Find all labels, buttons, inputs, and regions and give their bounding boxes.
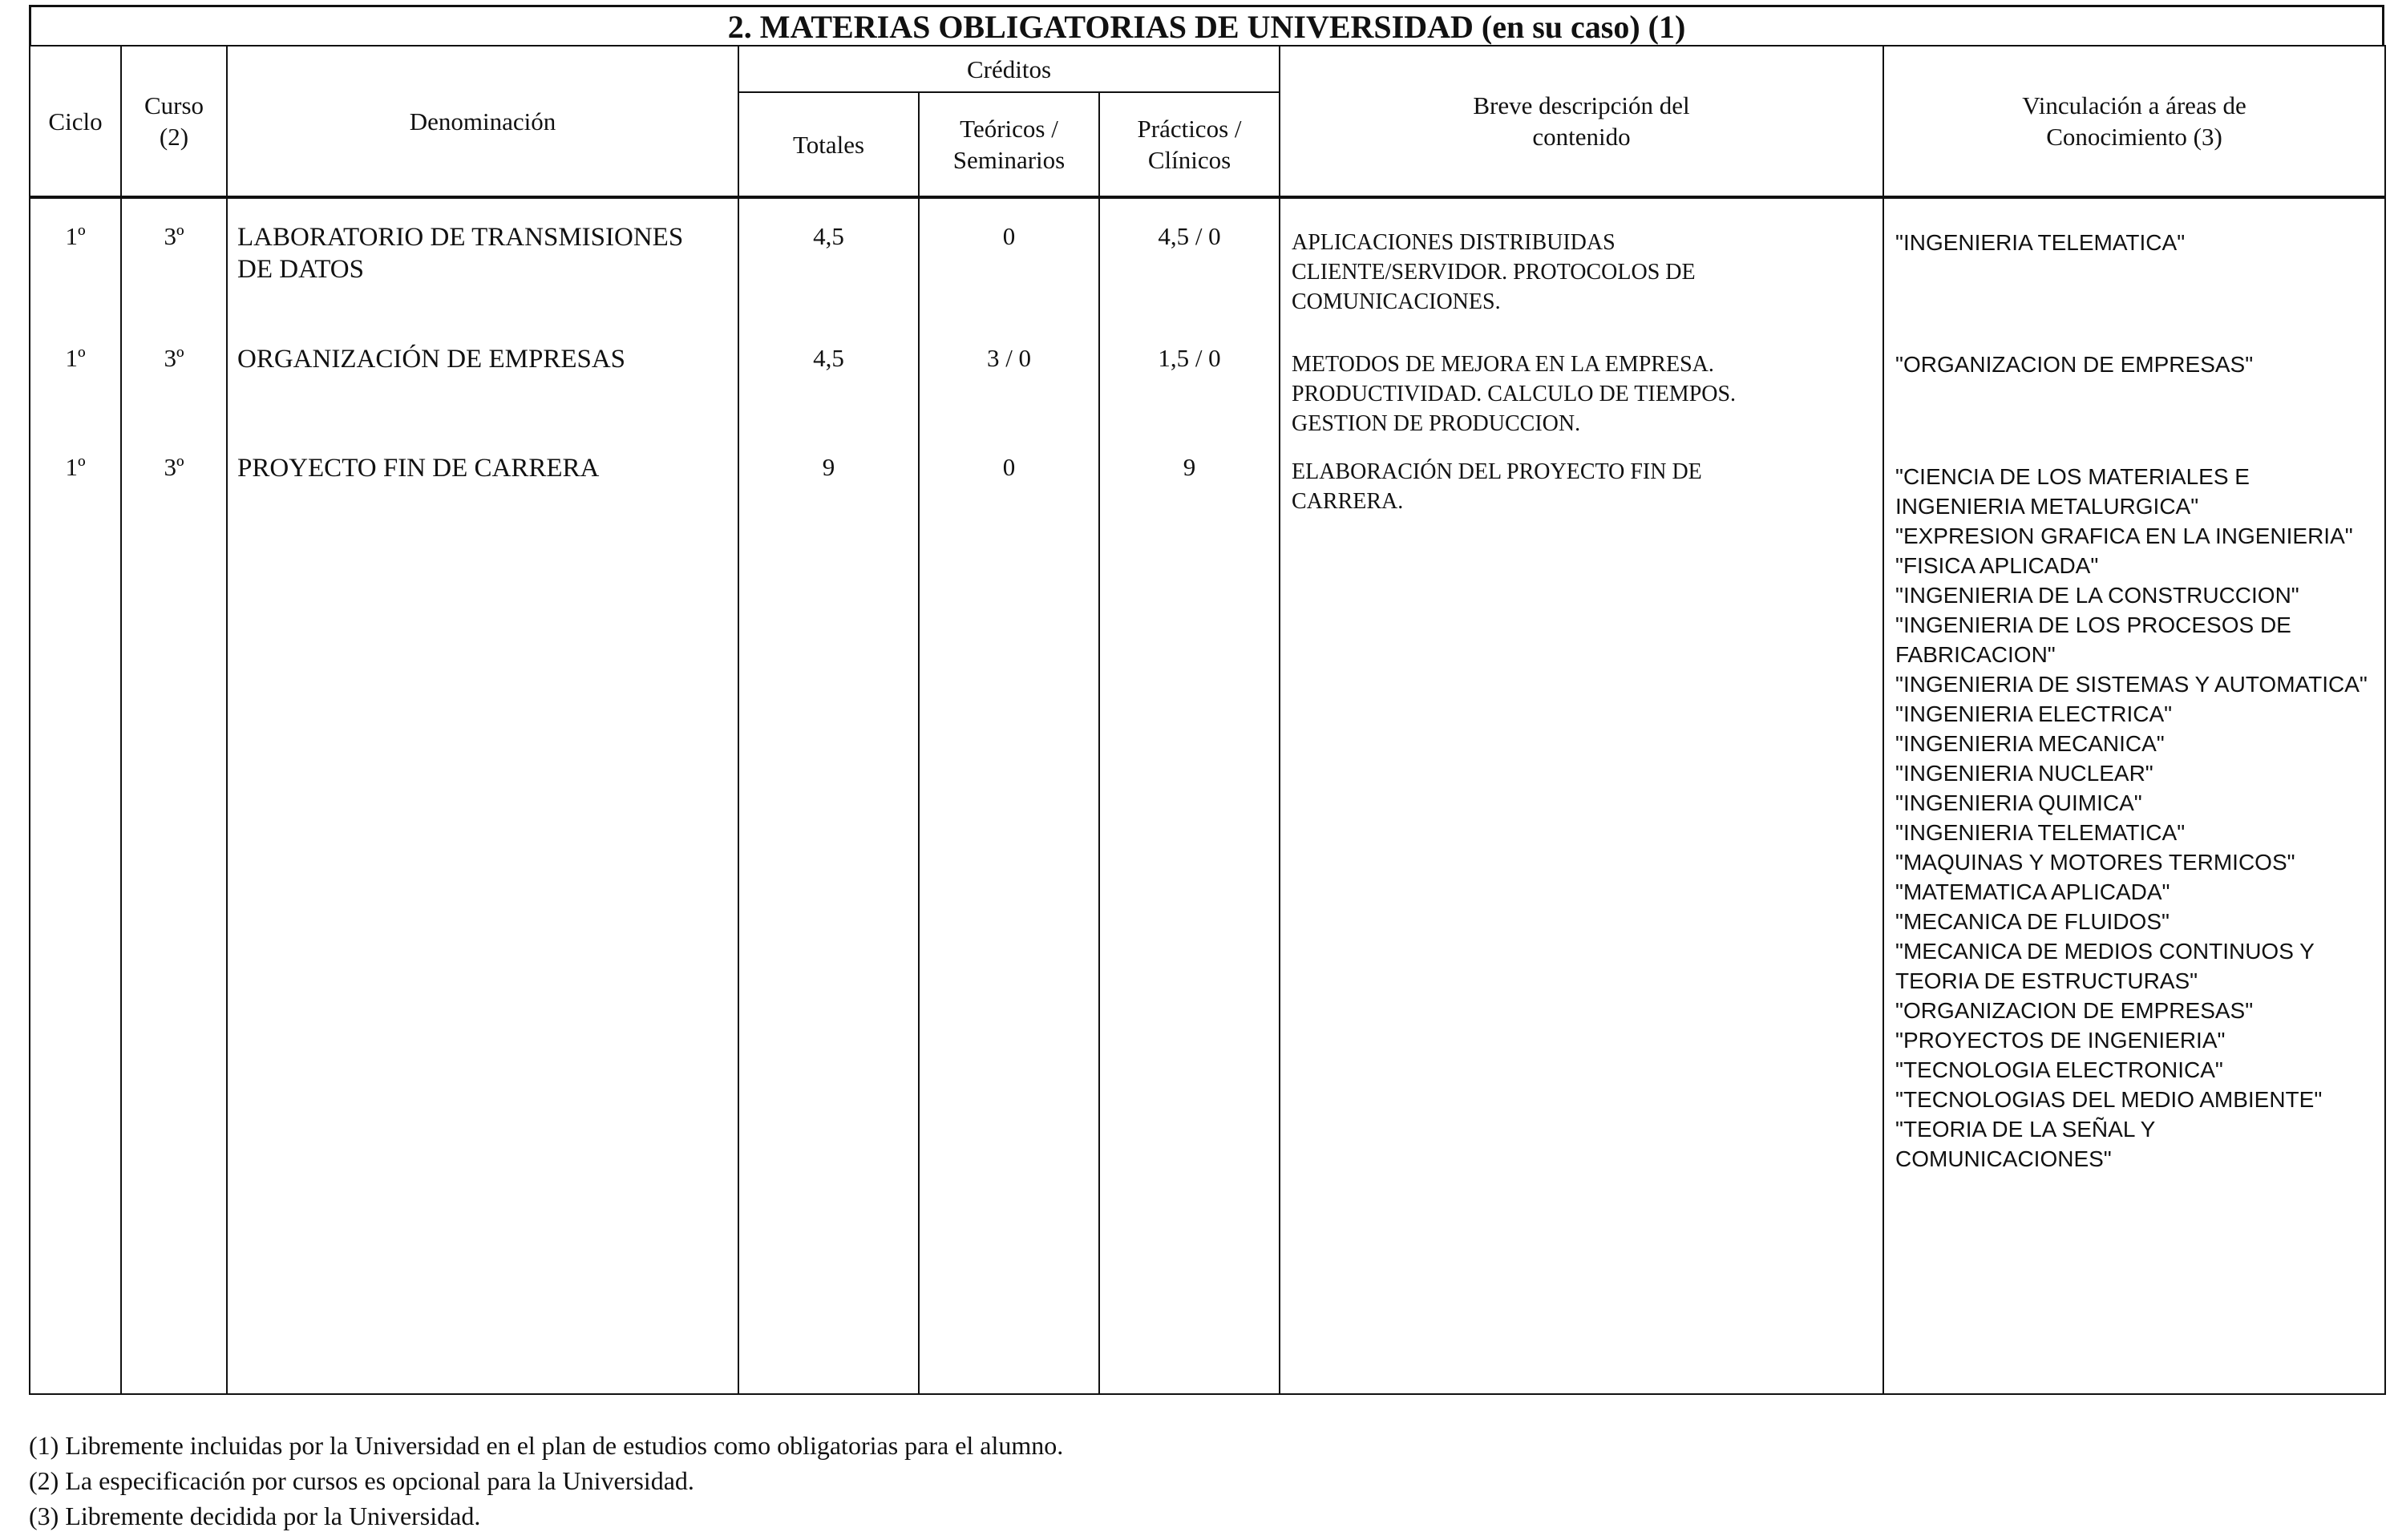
col-ciclo	[30, 197, 121, 1394]
area-item: "ORGANIZACION DE EMPRESAS"	[1895, 352, 2254, 377]
row-1-denominacion: LABORATORIO DE TRANSMISIONES DE DATOS	[237, 223, 684, 284]
subjects-table	[29, 45, 2386, 1395]
area-item: "INGENIERIA NUCLEAR"	[1895, 761, 2153, 786]
header-descripcion	[1280, 46, 1883, 197]
row-1-ciclo: 1º	[65, 222, 86, 250]
area-item: "TEORIA DE LA SEÑAL Y COMUNICACIONES"	[1895, 1117, 2155, 1171]
area-item: "INGENIERIA DE LA CONSTRUCCION"	[1895, 583, 2299, 608]
footnote-3: (3) Libremente decidida por la Universidad.	[29, 1502, 481, 1530]
header-creditos: Créditos	[738, 46, 1280, 92]
header-curso	[121, 46, 227, 197]
row-1-areas	[1895, 228, 2368, 257]
area-item: "CIENCIA DE LOS MATERIALES E INGENIERIA METALURGICA"	[1895, 464, 2250, 519]
row-1-teoricos: 0	[1002, 222, 1016, 250]
area-item: "MECANICA DE MEDIOS CONTINUOS Y TEORIA DE ESTRUCTURAS"	[1895, 939, 2315, 993]
area-item: "ORGANIZACION DE EMPRESAS"	[1895, 998, 2254, 1023]
footnote-2: (2) La especificación por cursos es opcional para la Universidad.	[29, 1466, 694, 1495]
row-3-totales: 9	[822, 453, 835, 481]
row-3-descripcion: ELABORACIÓN DEL PROYECTO FIN DE CARRERA.	[1292, 459, 1702, 514]
area-item: "FISICA APLICADA"	[1895, 553, 2099, 578]
area-item: "INGENIERIA MECANICA"	[1895, 731, 2165, 756]
col-denominacion	[227, 197, 738, 1394]
col-practicos	[1099, 197, 1280, 1394]
header-vinculacion-label: Vinculación a áreas de Conocimiento (3)	[2022, 91, 2246, 151]
row-1-totales: 4,5	[813, 222, 844, 250]
area-item: "EXPRESION GRAFICA EN LA INGENIERIA"	[1895, 523, 2353, 548]
header-vinculacion	[1883, 46, 2385, 197]
row-3-ciclo: 1º	[65, 453, 86, 481]
row-3-areas	[1895, 462, 2368, 1174]
area-item: "INGENIERIA ELECTRICA"	[1895, 701, 2173, 726]
header-totales: Totales	[738, 92, 919, 197]
row-3-curso: 3º	[164, 453, 184, 481]
area-item: "MATEMATICA APLICADA"	[1895, 879, 2170, 904]
row-2-curso: 3º	[164, 344, 184, 372]
header-ciclo: Ciclo	[30, 46, 121, 197]
area-item: "TECNOLOGIA ELECTRONICA"	[1895, 1057, 2223, 1082]
area-item: "INGENIERIA TELEMATICA"	[1895, 820, 2186, 845]
row-2-ciclo: 1º	[65, 344, 86, 372]
row-1-descripcion: APLICACIONES DISTRIBUIDAS CLIENTE/SERVIDOR. PROTOCOLOS DE COMUNICACIONES.	[1292, 230, 1696, 314]
area-item: "INGENIERIA DE LOS PROCESOS DE FABRICACION"	[1895, 612, 2291, 667]
header-curso-label: Curso (2)	[144, 91, 204, 151]
header-descripcion-label: Breve descripción del contenido	[1473, 91, 1690, 151]
area-item: "PROYECTOS DE INGENIERIA"	[1895, 1028, 2226, 1053]
footnotes	[29, 1428, 1063, 1534]
row-2-denominacion: ORGANIZACIÓN DE EMPRESAS	[237, 345, 626, 374]
row-2-practicos: 1,5 / 0	[1158, 344, 1221, 372]
row-1-practicos: 4,5 / 0	[1158, 222, 1221, 250]
col-vinculacion	[1883, 197, 2385, 1394]
header-practicos-label: Prácticos / Clínicos	[1137, 115, 1242, 174]
row-3-teoricos: 0	[1002, 453, 1016, 481]
row-2-descripcion: METODOS DE MEJORA EN LA EMPRESA. PRODUCTIVIDAD. CALCULO DE TIEMPOS. GESTION DE PRODUCCION.	[1292, 352, 1737, 436]
col-curso	[121, 197, 227, 1394]
header-teoricos	[919, 92, 1099, 197]
page-title: 2. MATERIAS OBLIGATORIAS DE UNIVERSIDAD (en su caso) (1)	[29, 5, 2384, 45]
footnote-1: (1) Libremente incluidas por la Universidad en el plan de estudios como obligatorias para el alumno.	[29, 1431, 1064, 1460]
row-2-teoricos: 3 / 0	[986, 344, 1032, 372]
header-practicos	[1099, 92, 1280, 197]
area-item: "MAQUINAS Y MOTORES TERMICOS"	[1895, 850, 2295, 875]
area-item: "TECNOLOGIAS DEL MEDIO AMBIENTE"	[1895, 1087, 2323, 1112]
area-item: "INGENIERIA DE SISTEMAS Y AUTOMATICA"	[1895, 672, 2368, 697]
row-3-practicos: 9	[1183, 453, 1196, 481]
area-item: "INGENIERIA QUIMICA"	[1895, 790, 2142, 815]
area-item: "INGENIERIA TELEMATICA"	[1895, 230, 2186, 255]
header-teoricos-label: Teóricos / Seminarios	[952, 115, 1066, 174]
row-1-curso: 3º	[164, 222, 184, 250]
col-descripcion	[1280, 197, 1883, 1394]
row-3-denominacion: PROYECTO FIN DE CARRERA	[237, 454, 600, 483]
header-denominacion: Denominación	[227, 46, 738, 197]
row-2-areas	[1895, 350, 2368, 379]
row-2-totales: 4,5	[813, 344, 844, 372]
col-totales	[738, 197, 919, 1394]
area-item: "MECANICA DE FLUIDOS"	[1895, 909, 2170, 934]
col-teoricos	[919, 197, 1099, 1394]
